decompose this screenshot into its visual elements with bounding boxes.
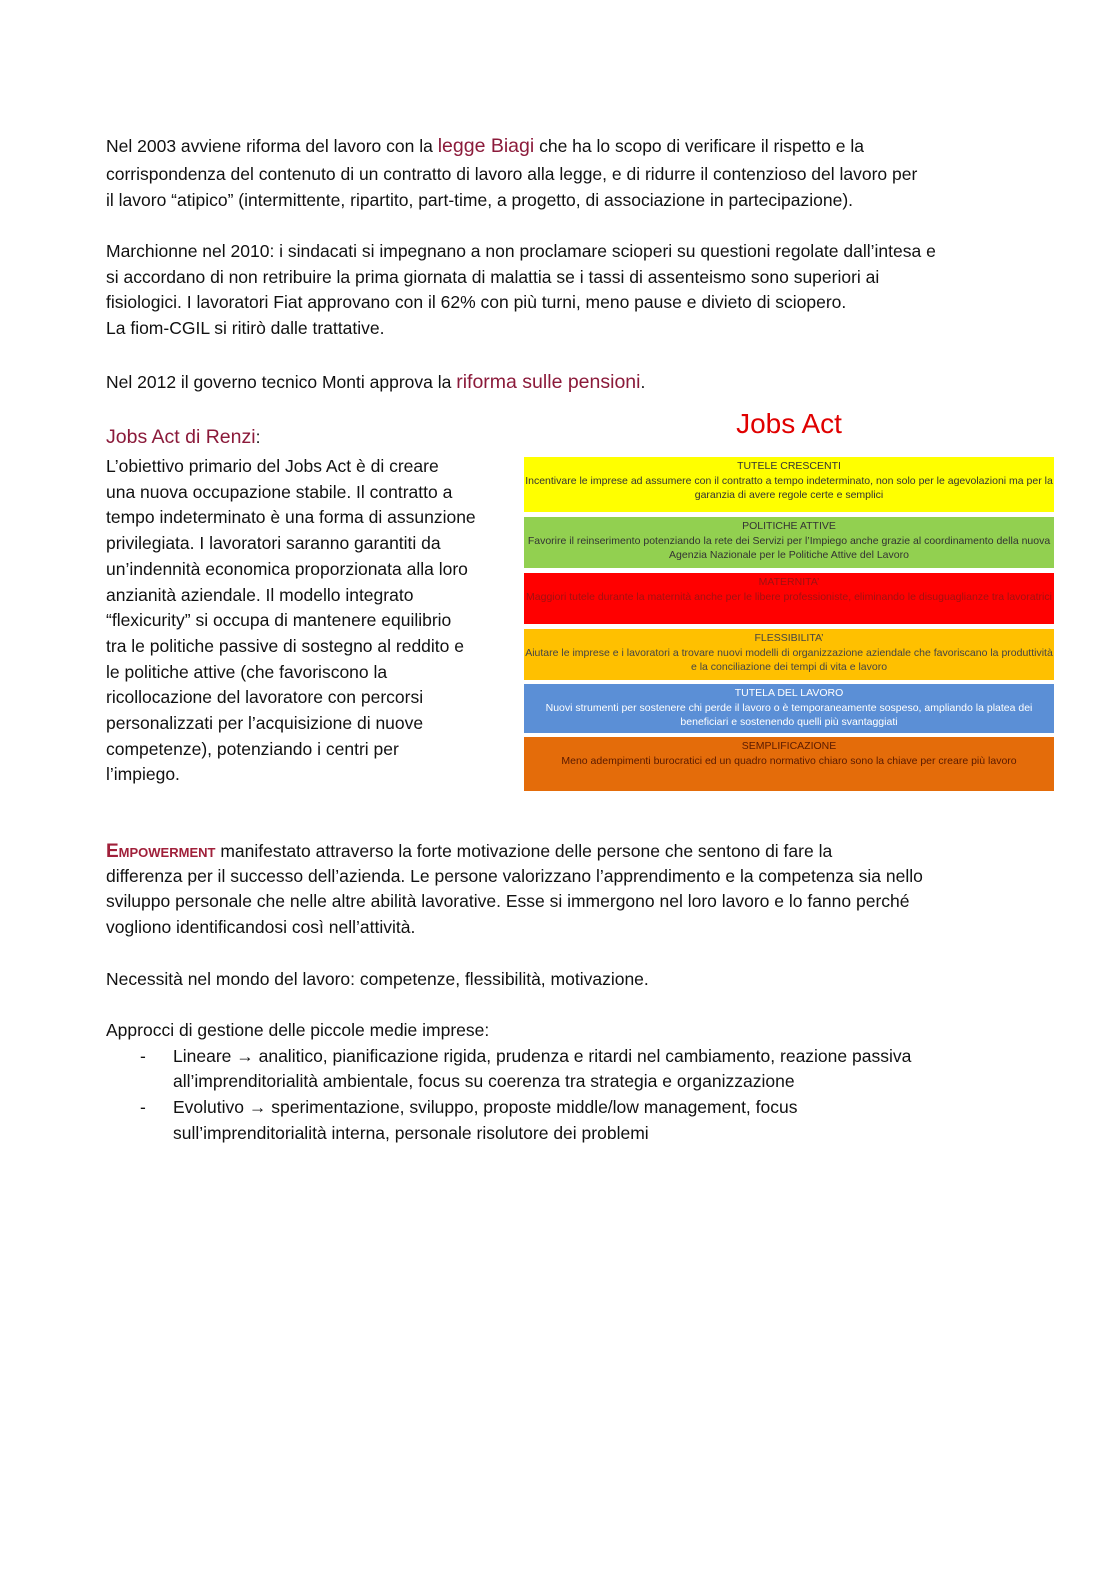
paragraph-line: si accordano di non retribuire la prima giornata di malattia se i tassi di assenteismo sono superiori ai bbox=[106, 267, 880, 287]
text: che ha lo scopo di verificare il rispetto e la bbox=[534, 136, 864, 156]
text: Nel 2012 il governo tecnico Monti approva la bbox=[106, 372, 457, 392]
infographic-row bbox=[524, 457, 1054, 512]
row-text: Favorire il reinserimento potenziando la rete dei Servizi per l’Impiego anche grazie al coordinamento della nuova Agenzia Nazionale per le Politiche Attive del Lavoro bbox=[527, 534, 1051, 561]
row-title: SEMPLIFICAZIONE bbox=[741, 740, 837, 752]
row-text: Aiutare le imprese e i lavoratori a trovare nuovi modelli di organizzazione aziendale che favoriscano la produttività e la conciliazione dei tempi di vita e lavoro bbox=[525, 646, 1053, 673]
paragraph-monti bbox=[106, 369, 645, 395]
list-item bbox=[140, 1043, 912, 1069]
jobs-act-line: anzianità aziendale. Il modello integrato bbox=[106, 584, 414, 605]
jobs-act-line: privilegiata. I lavoratori saranno garantiti da bbox=[106, 533, 441, 554]
jobs-act-heading bbox=[106, 424, 260, 450]
jobs-act-line: l’impiego. bbox=[106, 764, 180, 785]
list-text: all’imprenditorialità ambientale, focus su coerenza tra strategia e organizzazione bbox=[173, 1071, 795, 1091]
text: manifestato attraverso la forte motivazione delle persone che sentono di fare la bbox=[215, 841, 833, 861]
jobs-act-line: tra le politiche passive di sostegno al reddito e bbox=[106, 635, 464, 656]
infographic-row bbox=[524, 629, 1054, 680]
list-text: sull’imprenditorialità interna, personale risolutore dei problemi bbox=[173, 1123, 649, 1143]
row-text: Incentivare le imprese ad assumere con il contratto a tempo indeterminato, non solo per le agevolazioni ma per la garanzia di avere regole certe e semplici bbox=[525, 474, 1053, 501]
paragraph-line: sviluppo personale che nelle altre abilità lavorative. Esse si immergono nel loro lavoro e lo fanno perché bbox=[106, 891, 910, 911]
jobs-act-text bbox=[106, 454, 511, 788]
heading-text: Jobs Act di Renzi bbox=[106, 426, 256, 448]
jobs-act-line: competenze), potenziando i centri per bbox=[106, 738, 399, 759]
paragraph-line: fisiologici. I lavoratori Fiat approvano con il 62% con più turni, meno pause e divieto di sciopero. bbox=[106, 292, 847, 312]
list-text: Lineare → analitico, pianificazione rigida, prudenza e ritardi nel cambiamento, reazione passiva bbox=[173, 1046, 912, 1066]
row-title: FLESSIBILITA’ bbox=[754, 632, 824, 644]
riforma-pensioni-highlight: riforma sulle pensioni bbox=[456, 371, 641, 393]
infographic-row bbox=[524, 684, 1054, 733]
row-title: TUTELA DEL LAVORO bbox=[734, 687, 844, 699]
row-text: Maggiori tutele durante la maternità anche per le libere professioniste, eliminando le disuguaglianze tra lavoratrici bbox=[526, 590, 1052, 603]
jobs-act-line: personalizzati per l’acquisizione di nuove bbox=[106, 713, 424, 734]
jobs-act-line: ricollocazione del lavoratore con percorsi bbox=[106, 687, 424, 708]
jobs-act-line: “flexicurity” si occupa di mantenere equilibrio bbox=[106, 610, 452, 631]
row-title: MATERNITA’ bbox=[758, 576, 820, 588]
paragraph-line: vogliono identificandosi così nell’attività. bbox=[106, 917, 416, 937]
row-title: TUTELE CRESCENTI bbox=[737, 460, 841, 472]
jobs-act-line: un’indennità economica proporzionata alla loro bbox=[106, 558, 468, 579]
paragraph-line: il lavoro “atipico” (intermittente, ripartito, part-time, a progetto, di associazione in partecipazione). bbox=[106, 190, 854, 210]
paragraph-empowerment bbox=[106, 838, 832, 865]
bullet: - bbox=[140, 1046, 146, 1066]
jobs-act-line: tempo indeterminato è una forma di assunzione bbox=[106, 507, 476, 528]
jobs-act-line: L’obiettivo primario del Jobs Act è di creare bbox=[106, 456, 439, 476]
infographic-row bbox=[524, 573, 1054, 624]
legge-biagi-highlight: legge Biagi bbox=[437, 135, 535, 157]
paragraph-line: differenza per il successo dell’azienda. Le persone valorizzano l’apprendimento e la competenza sia nello bbox=[106, 866, 923, 886]
infographic-title: Jobs Act bbox=[736, 408, 842, 439]
paragraph-biagi bbox=[106, 133, 864, 159]
paragraph-line: La fiom-CGIL si ritirò dalle trattative. bbox=[106, 318, 385, 338]
row-title: POLITICHE ATTIVE bbox=[742, 520, 836, 532]
infographic-row bbox=[524, 737, 1054, 791]
text: . bbox=[640, 372, 646, 392]
infographic-row bbox=[524, 517, 1054, 568]
paragraph-approcci: Approcci di gestione delle piccole medie imprese: bbox=[106, 1020, 490, 1040]
jobs-act-line: le politiche attive (che favoriscono la bbox=[106, 661, 388, 682]
list-text: Evolutivo → sperimentazione, sviluppo, proposte middle/low management, focus bbox=[173, 1097, 798, 1117]
paragraph-necessita: Necessità nel mondo del lavoro: competenze, flessibilità, motivazione. bbox=[106, 969, 649, 989]
paragraph-line: Marchionne nel 2010: i sindacati si impegnano a non proclamare scioperi su questioni regolate dall’intesa e bbox=[106, 241, 936, 261]
jobs-act-line: una nuova occupazione stabile. Il contratto a bbox=[106, 481, 453, 502]
row-text: Nuovi strumenti per sostenere chi perde il lavoro o è temporaneamente sospeso, ampliando la platea dei beneficiari e sostenendo quelli più svantaggiati bbox=[545, 701, 1033, 728]
text: : bbox=[255, 427, 261, 447]
row-text: Meno adempimenti burocratici ed un quadro normativo chiaro sono la chiave per creare più lavoro bbox=[561, 754, 1017, 767]
empowerment-keyword: Empowerment bbox=[106, 841, 216, 862]
bullet: - bbox=[140, 1097, 146, 1117]
paragraph-line: corrispondenza del contenuto di un contratto di lavoro alla legge, e di ridurre il contenzioso del lavoro per bbox=[106, 164, 918, 184]
list-item bbox=[140, 1094, 798, 1120]
text: Nel 2003 avviene riforma del lavoro con la bbox=[106, 136, 438, 156]
